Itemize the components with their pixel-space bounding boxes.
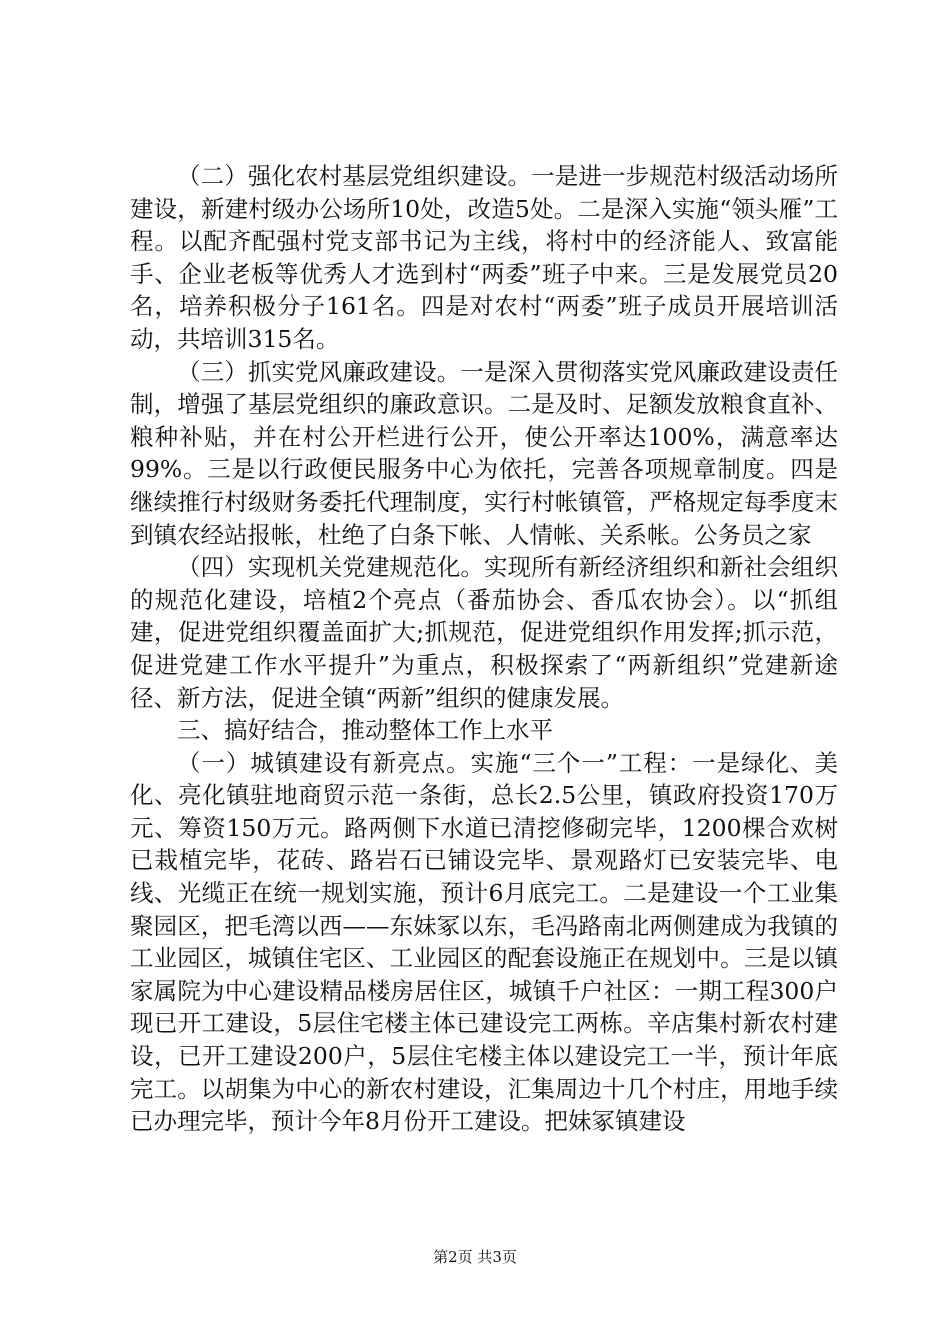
paragraph-town-construction: （一）城镇建设有新亮点。实施“三个一”工程：一是绿化、美化、亮化镇驻地商贸示范一条街，总长2.5公里，镇政府投资170万元、筹资150万元。路两侧下水道已清挖修砌完毕，1200棵合欢树已栽植完毕，花砖、路岩石已铺设完毕、景观路灯已安装完毕、电线、光缆正在统一规划实施，预计6月底完工。二是建设一个工业集聚园区，把毛湾以西——东妹冢以东，毛冯路南北两侧建成为我镇的工业园区，城镇住宅区、工业园区的配套设施正在规划中。三是以镇家属院为中心建设精品楼房居住区，城镇千户社区：一期工程300户现已开工建设，5层住宅楼主体已建设完工两栋。辛店集村新农村建设，已开工建设200户，5层住宅楼主体以建设完工一半，预计年底完工。以胡集为中心的新农村建设，汇集周边十几个村庄，用地手续已办理完毕，预计今年8月份开工建设。把妹冢镇建设 [130, 748, 838, 1136]
page-number-footer: 第2页 共3页 [433, 1248, 517, 1266]
paragraph-organ-party-building: （四）实现机关党建规范化。实现所有新经济组织和新社会组织的规范化建设，培植2个亮点（番茄协会、香瓜农协会）。以“抓组建，促进党组织覆盖面扩大;抓规范，促进党组织作用发挥;抓示范，促进党建工作水平提升”为重点，积极探索了“两新组织”党建新途径、新方法，促进全镇“两新”组织的健康发展。 [130, 553, 838, 712]
paragraph-clean-governance: （三）抓实党风廉政建设。一是深入贯彻落实党风廉政建设责任制，增强了基层党组织的廉政意识。二是及时、足额发放粮食直补、粮种补贴，并在村公开栏进行公开，使公开率达100%，满意率达99%。三是以行政便民服务中心为依托，完善各项规章制度。四是继续推行村级财务委托代理制度，实行村帐镇管，严格规定每季度末到镇农经站报帐，杜绝了白条下帐、人情帐、关系帐。公务员之家 [130, 357, 838, 549]
section-heading-three: 三、搞好结合，推动整体工作上水平 [177, 716, 553, 745]
document-body [130, 160, 838, 1138]
paragraph-rural-party-organization: （二）强化农村基层党组织建设。一是进一步规范村级活动场所建设，新建村级办公场所10处，改造5处。二是深入实施“领头雁”工程。以配齐配强村党支部书记为主线，将村中的经济能人、致富能手、企业老板等优秀人才选到村“两委”班子中来。三是发展党员20名，培养积极分子161名。四是对农村“两委”班子成员开展培训活动，共培训315名。 [130, 162, 838, 353]
